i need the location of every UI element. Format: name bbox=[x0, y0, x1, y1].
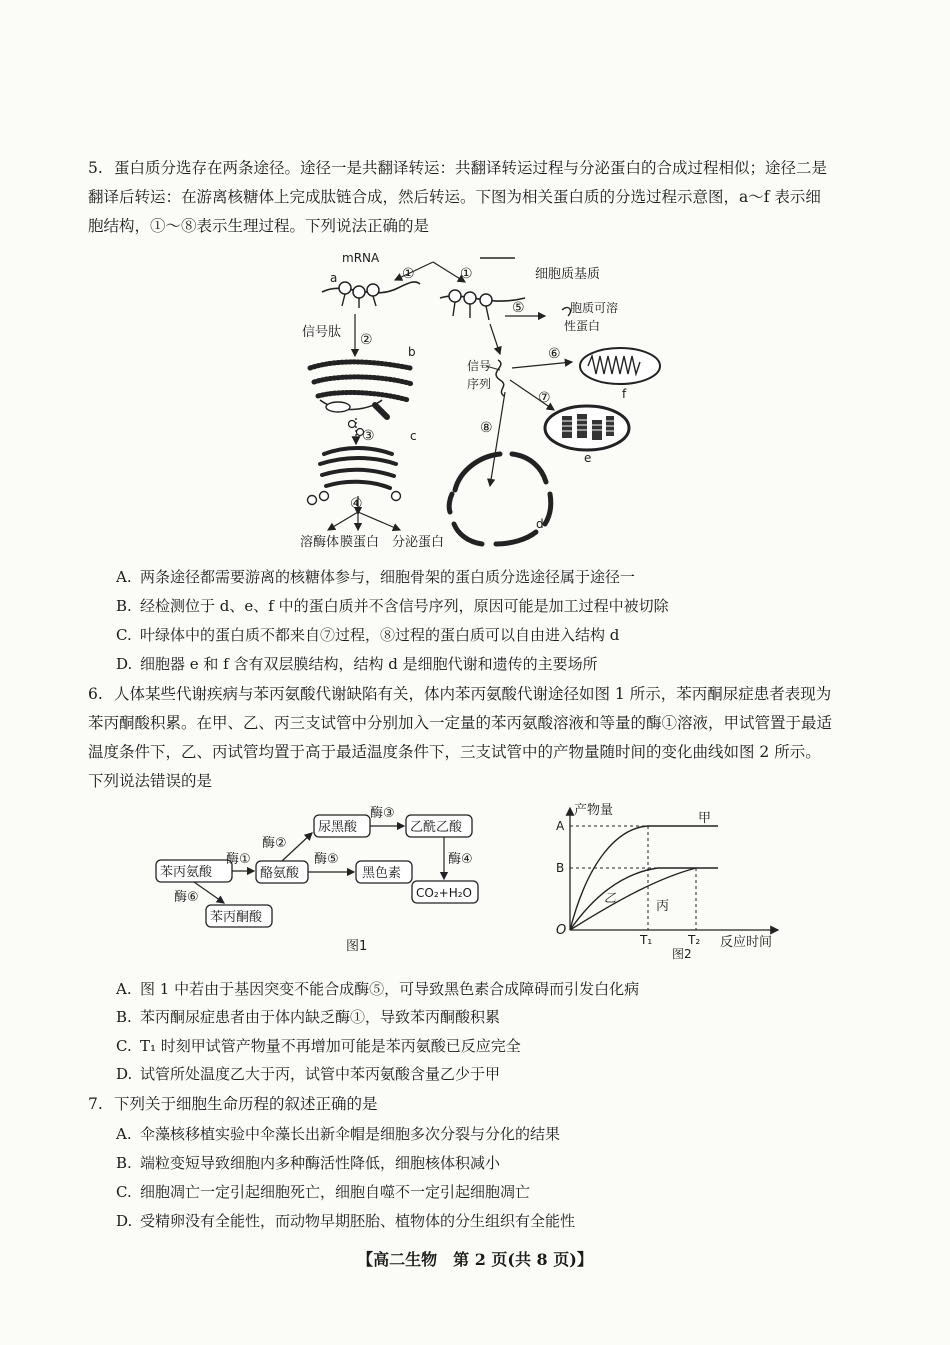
figure-1-caption: 图1 bbox=[346, 939, 368, 954]
label-signal-sequence-1: 信号 bbox=[467, 359, 492, 373]
option-key: A. bbox=[116, 568, 132, 586]
acetoacetate: 乙酰乙酸 bbox=[410, 820, 463, 835]
option-key: B. bbox=[116, 597, 132, 615]
process-1-left: ① bbox=[402, 266, 415, 282]
option-key: D. bbox=[116, 655, 133, 673]
question-7 bbox=[88, 1090, 833, 1119]
q7-option-c[interactable] bbox=[116, 1181, 836, 1203]
option-key: B. bbox=[116, 1008, 132, 1026]
tick-b: B bbox=[556, 861, 565, 875]
option-text: 细胞器 e 和 f 含有双层膜结构，结构 d 是细胞代谢和遗传的主要场所 bbox=[140, 655, 598, 673]
option-key: A. bbox=[116, 980, 132, 998]
process-6: ⑥ bbox=[548, 346, 561, 362]
enzyme-6: 酶⑥ bbox=[174, 890, 199, 905]
curve-jia bbox=[570, 826, 718, 930]
process-3: ③ bbox=[362, 428, 375, 444]
q6-option-b[interactable] bbox=[116, 1006, 836, 1028]
mitochondrion bbox=[580, 348, 660, 384]
option-key: B. bbox=[116, 1154, 132, 1172]
label-c: c bbox=[410, 429, 417, 443]
page-footer: 【高二生物 第 2 页(共 8 页)】 bbox=[357, 1250, 593, 1269]
label-a: a bbox=[330, 271, 338, 285]
tick-t2: T₂ bbox=[688, 933, 701, 947]
option-key: C. bbox=[116, 1037, 132, 1055]
option-text: 经检测位于 d、e、f 中的蛋白质并不含信号序列，原因可能是加工过程中被切除 bbox=[140, 597, 669, 615]
label-bing: 丙 bbox=[656, 899, 670, 914]
figure-1-pathway bbox=[150, 805, 495, 965]
enzyme-1: 酶① bbox=[226, 852, 251, 867]
process-2: ② bbox=[360, 332, 373, 348]
option-key: C. bbox=[116, 1183, 132, 1201]
protein-sorting-diagram bbox=[300, 250, 670, 555]
option-key: A. bbox=[116, 1125, 132, 1143]
enzyme-3: 酶③ bbox=[370, 806, 395, 821]
option-text: 受精卵没有全能性，而动物早期胚胎、植物体的分生组织有全能性 bbox=[140, 1212, 576, 1230]
co2-water: CO₂+H₂O bbox=[416, 886, 472, 900]
option-key: D. bbox=[116, 1212, 133, 1230]
label-jia: 甲 bbox=[698, 811, 712, 826]
question-stem: 人体某些代谢疾病与苯丙氨酸代谢缺陷有关，体内苯丙氨酸代谢途径如图 1 所示，苯丙酮尿症患者表现为苯丙酮酸积累。在甲、乙、丙三支试管中分别加入一定量的苯丙氨酸溶液和等量的酶①溶液，甲试管置于最适温度条件下，乙、丙试管均置于高于最适温度条件下，三支试管中的产物量随时间的变化曲线如图 2 所示。下列说法错误的是 bbox=[88, 685, 833, 790]
label-soluble-protein-2: 性蛋白 bbox=[564, 319, 601, 333]
question-number: 6. bbox=[88, 685, 103, 703]
melanin: 黑色素 bbox=[362, 866, 402, 881]
option-text: 试管所处温度乙大于丙，试管中苯丙氨酸含量乙少于甲 bbox=[140, 1065, 501, 1083]
enzyme-2: 酶② bbox=[262, 836, 287, 851]
label-soluble-protein-1: 胞质可溶 bbox=[570, 301, 619, 315]
figure-2-caption: 图2 bbox=[672, 947, 692, 961]
phenylalanine: 苯丙氨酸 bbox=[160, 865, 213, 880]
option-text: T₁ 时刻甲试管产物量不再增加可能是苯丙氨酸已反应完全 bbox=[140, 1037, 521, 1055]
question-number: 5. bbox=[88, 159, 103, 177]
q7-option-d[interactable] bbox=[116, 1210, 836, 1232]
label-membrane-protein: 膜蛋白 bbox=[340, 535, 380, 550]
question-5 bbox=[88, 154, 833, 241]
option-text: 苯丙酮尿症患者由于体内缺乏酶①，导致苯丙酮酸积累 bbox=[140, 1008, 501, 1026]
y-axis-label: 产物量 bbox=[574, 803, 614, 818]
label-f: f bbox=[622, 387, 627, 401]
label-lysosome: 溶酶体 bbox=[300, 535, 340, 550]
label-mrna: mRNA bbox=[342, 251, 380, 265]
homogentisic-acid: 尿黑酸 bbox=[318, 820, 358, 835]
origin-label: O bbox=[556, 923, 567, 938]
label-cytosol: 细胞质基质 bbox=[535, 267, 601, 282]
option-key: D. bbox=[116, 1065, 133, 1083]
tyrosine: 酪氨酸 bbox=[260, 866, 300, 881]
option-text: 叶绿体中的蛋白质不都来自⑦过程，⑧过程的蛋白质可以自由进入结构 d bbox=[140, 626, 620, 644]
q6-option-a[interactable] bbox=[116, 978, 836, 1000]
option-text: 细胞凋亡一定引起细胞死亡，细胞自噬不一定引起细胞凋亡 bbox=[140, 1183, 531, 1201]
question-stem: 蛋白质分选存在两条途径。途径一是共翻译转运：共翻译转运过程与分泌蛋白的合成过程相似；途径二是翻译后转运：在游离核糖体上完成肽链合成，然后转运。下图为相关蛋白质的分选过程示意图，a～f 表示细胞结构，①～⑧表示生理过程。下列说法正确的是 bbox=[88, 159, 828, 235]
process-1-right: ① bbox=[460, 266, 473, 282]
question-stem: 下列关于细胞生命历程的叙述正确的是 bbox=[114, 1095, 378, 1113]
q7-option-b[interactable] bbox=[116, 1152, 836, 1174]
label-signal-peptide: 信号肽 bbox=[302, 325, 342, 340]
chloroplast bbox=[545, 406, 629, 450]
process-8: ⑧ bbox=[480, 420, 493, 436]
question-6 bbox=[88, 680, 833, 796]
q7-option-a[interactable] bbox=[116, 1123, 836, 1145]
label-b: b bbox=[408, 345, 416, 359]
option-text: 图 1 中若由于基因突变不能合成酶⑤，可导致黑色素合成障碍而引发白化病 bbox=[140, 980, 640, 998]
question-number: 7. bbox=[88, 1095, 103, 1113]
q6-option-c[interactable] bbox=[116, 1035, 836, 1057]
process-5: ⑤ bbox=[512, 300, 525, 316]
tick-a: A bbox=[556, 819, 565, 833]
label-e: e bbox=[584, 451, 592, 465]
enzyme-5: 酶⑤ bbox=[314, 852, 339, 867]
option-key: C. bbox=[116, 626, 132, 644]
q6-option-d[interactable] bbox=[116, 1063, 836, 1085]
endoplasmic-reticulum bbox=[310, 362, 412, 400]
golgi-apparatus bbox=[320, 448, 396, 488]
option-text: 两条途径都需要游离的核糖体参与，细胞骨架的蛋白质分选途径属于途径一 bbox=[140, 568, 636, 586]
option-text: 端粒变短导致细胞内多种酶活性降低，细胞核体积减小 bbox=[140, 1154, 501, 1172]
label-secretory-protein: 分泌蛋白 bbox=[392, 535, 445, 550]
enzyme-4: 酶④ bbox=[448, 852, 473, 867]
figure-2-product-curve bbox=[548, 800, 788, 962]
signal-sequence-peptide bbox=[496, 360, 504, 396]
x-axis-label: 反应时间 bbox=[720, 935, 773, 950]
phenylpyruvate: 苯丙酮酸 bbox=[210, 910, 263, 925]
option-text: 伞藻核移植实验中伞藻长出新伞帽是细胞多次分裂与分化的结果 bbox=[140, 1125, 561, 1143]
tick-t1: T₁ bbox=[640, 933, 653, 947]
label-d: d bbox=[536, 517, 544, 531]
label-yi: 乙 bbox=[604, 891, 617, 905]
q5-option-d[interactable] bbox=[116, 653, 836, 675]
label-signal-sequence-2: 序列 bbox=[467, 377, 492, 391]
q5-option-b[interactable] bbox=[116, 595, 836, 617]
process-7: ⑦ bbox=[538, 390, 551, 406]
q5-option-a[interactable] bbox=[116, 566, 836, 588]
q5-option-c[interactable] bbox=[116, 624, 836, 646]
process-4: ④ bbox=[350, 496, 363, 512]
